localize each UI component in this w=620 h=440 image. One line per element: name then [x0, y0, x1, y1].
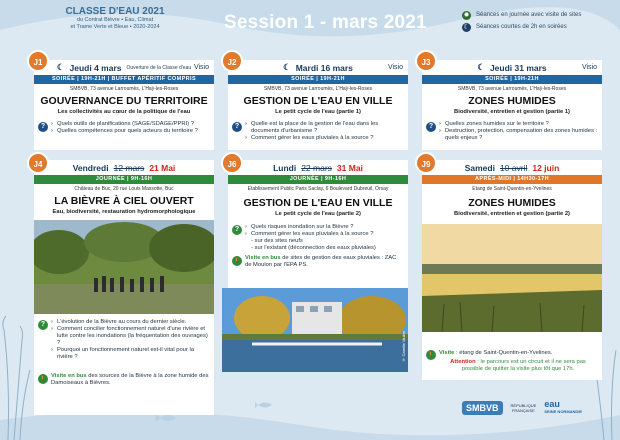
list-item: › L'évolution de la Bièvre au cours du dernier siècle.	[51, 319, 209, 326]
legend-item-day	[462, 9, 581, 21]
brand-title: CLASSE D'EAU 2021	[65, 6, 165, 17]
day-badge-j4: J4	[27, 152, 49, 174]
day-badge-j1: J1	[27, 50, 49, 72]
list-item: › Comment gérer les eaux pluviales à la source ?	[245, 135, 405, 142]
visit-text: des sources de la Bièvre à la zone humide des Damoiseaux à Bièvres.	[51, 373, 209, 386]
brand-line: du Contrat Bièvre • Eau, Climat	[76, 17, 154, 23]
walking-icon: 🚶	[39, 376, 47, 382]
eau-title: eau	[544, 399, 560, 409]
republique-francaise-logo	[511, 403, 537, 413]
card-title: LA BIÈVRE À CIEL OUVERT	[54, 195, 194, 207]
old-date: 12 mars	[113, 162, 145, 173]
card-subtitle: Eau, biodiversité, restauration hydromorphologique	[52, 209, 196, 215]
card-subtitle: Le petit cycle de l'eau (partie 1)	[275, 109, 361, 115]
day-badge-j2: J2	[221, 50, 243, 72]
list-item: › Comment gérer les eaux pluviales à la source ?	[245, 231, 403, 238]
sun-icon: ✹	[463, 11, 470, 19]
day-badge-j6: J6	[221, 152, 243, 174]
list-item: › Quelle est la place de la gestion de l'eau dans les documents d'urbanisme ?	[245, 121, 405, 135]
day-name: Vendredi	[72, 162, 109, 173]
day-name: Lundi	[273, 162, 297, 173]
question-list	[245, 224, 403, 252]
card-subtitle: Les collectivités au cœur de la politique de l'eau	[57, 109, 191, 115]
card-title: GESTION DE L'EAU EN VILLE	[243, 95, 393, 107]
session-title: Session 1 - mars 2021	[224, 12, 427, 33]
time-band: JOURNÉE | 9H-16H	[228, 175, 408, 184]
eau-subtitle: SEINE NORMANDIE	[544, 409, 583, 414]
card-title: ZONES HUMIDES	[468, 95, 556, 107]
date-text: Mardi 16 mars	[295, 62, 353, 73]
list-item: › Pourquoi un fonctionnement naturel est-il vital pour la rivière ?	[51, 347, 209, 361]
time-band: SOIRÉE | 19H-21H | BUFFET APÉRITIF COMPRIS	[34, 75, 214, 84]
list-subitem: - sur l'existant (déconnection des eaux pluviales)	[251, 245, 376, 251]
card-date	[228, 60, 408, 75]
card-j4	[34, 160, 214, 415]
card-date	[34, 160, 214, 175]
question-icon: ?	[232, 122, 242, 132]
new-date: 21 Mai	[149, 162, 176, 173]
card-date	[422, 60, 602, 75]
legend-item-evening	[462, 21, 581, 33]
day-badge-j9: J9	[415, 152, 437, 174]
card-date	[422, 160, 602, 175]
date-text: Jeudi 31 mars	[489, 62, 547, 73]
visit-label: Visite en bus	[245, 255, 281, 261]
list-item: › Quelles compétences pour quels acteurs du territoire ?	[51, 128, 211, 135]
question-list	[51, 319, 209, 361]
card-title: GESTION DE L'EAU EN VILLE	[243, 197, 393, 209]
location: Etablissement Public Paris Saclay, 6 Boulevard Dubreuil, Orsay	[247, 186, 389, 192]
card-j9	[422, 160, 602, 380]
question-list	[245, 121, 405, 142]
moon-icon: ☾	[283, 62, 291, 72]
attention-info	[439, 359, 597, 373]
attention-label: Attention	[450, 359, 476, 365]
photo-river-group	[34, 220, 214, 314]
card-j2	[228, 60, 408, 150]
location: SMBVB, 73 avenue Larroumès, L'Haÿ-les-Roses	[263, 86, 373, 92]
moon-icon: ☾	[463, 23, 470, 31]
location: Château de Buc, 20 rue Louis Massotte, Buc	[74, 186, 174, 192]
legend-text: Séances en journée avec visite de sites	[476, 12, 582, 18]
smbvb-logo: SMBVB	[462, 401, 503, 415]
card-j1	[34, 60, 214, 150]
question-icon: ?	[38, 320, 48, 330]
list-item: › Quels risques inondation sur la Bièvre ?	[245, 224, 403, 231]
day-name: Samedi	[464, 162, 495, 173]
new-date: 31 Mai	[336, 162, 363, 173]
walking-icon: 🚶	[427, 352, 435, 358]
date-text: Jeudi 4 mars	[69, 62, 122, 73]
visio-label: Visio	[387, 64, 403, 71]
card-j3	[422, 60, 602, 150]
visio-label: Visio	[581, 64, 597, 71]
location: Etang de Saint-Quentin-en-Yvelines	[472, 186, 552, 192]
attention-text: : le parcours est un circuit et il ne sera pas possible de quitter la visite plus tôt que 17h.	[461, 359, 586, 372]
photo-credit: © Camille Muller	[401, 330, 406, 362]
list-subitem: - sur des sites neufs	[251, 238, 303, 244]
visio-label: Visio	[193, 64, 209, 71]
card-subtitle: Biodiversité, entretien et gestion (partie 1)	[454, 109, 570, 115]
card-subtitle: Le petit cycle de l'eau (partie 2)	[275, 211, 361, 217]
eau-seine-normandie-logo	[544, 400, 582, 416]
time-band: SOIRÉE | 19H-21H	[422, 75, 602, 84]
visit-info	[439, 350, 597, 357]
visit-label: Visite en bus	[51, 373, 87, 379]
list-item: › Destruction, protection, compensation des zones humides : quels enjeux ?	[439, 128, 599, 142]
card-subtitle: Biodiversité, entretien et gestion (partie 2)	[454, 211, 570, 217]
card-title: ZONES HUMIDES	[468, 197, 556, 209]
visit-info	[51, 373, 209, 387]
question-icon: ?	[426, 122, 436, 132]
day-badge-j3: J3	[415, 50, 437, 72]
partner-logos	[462, 400, 582, 416]
time-band: SOIRÉE | 19H-21H	[228, 75, 408, 84]
new-date: 12 juin	[532, 162, 560, 173]
old-date: 10 avril	[499, 162, 528, 173]
brand-line: et Trame Verte et Bleue • 2020-2024	[70, 24, 160, 30]
question-list	[51, 121, 211, 135]
visit-text: : étang de Saint-Quentin-en-Yvelines.	[456, 350, 553, 356]
list-item: › Quelles zones humides sur le territoire ?	[439, 121, 599, 128]
legend-text: Séances courtes de 2h en soirées	[476, 24, 567, 30]
walking-icon: 🚶	[233, 258, 241, 264]
date-note: Ouverture de la Classe d'eau	[126, 64, 192, 71]
old-date: 22 mars	[301, 162, 332, 173]
moon-icon: ☾	[477, 62, 485, 72]
visit-label: Visite	[439, 350, 455, 356]
time-band: APRÈS-MIDI | 14H30-17H	[422, 175, 602, 184]
visit-text: de sites de gestion des eaux pluviales : ZAC de Moulon par l'EPA PS.	[245, 255, 397, 268]
list-item: › Quels outils de planifications (SAGE/SDAGE/PPRI) ?	[51, 121, 211, 128]
moon-icon: ☾	[56, 62, 65, 72]
location: SMBVB, 73 avenue Larroumès, L'Haÿ-les-Roses	[457, 86, 567, 92]
list-item: › Comment concilier fonctionnement naturel d'une rivière et lutte contre les inondations (la fréquentation des ouvrages) ?	[51, 326, 209, 347]
legend	[462, 9, 581, 33]
question-list	[439, 121, 599, 142]
question-icon: ?	[232, 225, 242, 235]
visit-info	[245, 255, 403, 269]
card-date	[34, 60, 214, 75]
photo-wetland-pond	[422, 224, 602, 332]
location: SMBVB, 73 avenue Larroumès, L'Haÿ-les-Roses	[69, 86, 179, 92]
photo-urban-water	[222, 288, 408, 372]
card-date	[228, 160, 408, 175]
brand-block	[40, 6, 190, 31]
question-icon: ?	[38, 122, 48, 132]
time-band: JOURNÉE | 9H-16H	[34, 175, 214, 184]
rf-line: FRANÇAISE	[511, 408, 535, 413]
card-title: GOUVERNANCE DU TERRITOIRE	[40, 95, 208, 107]
rf-line: RÉPUBLIQUE	[510, 403, 537, 408]
